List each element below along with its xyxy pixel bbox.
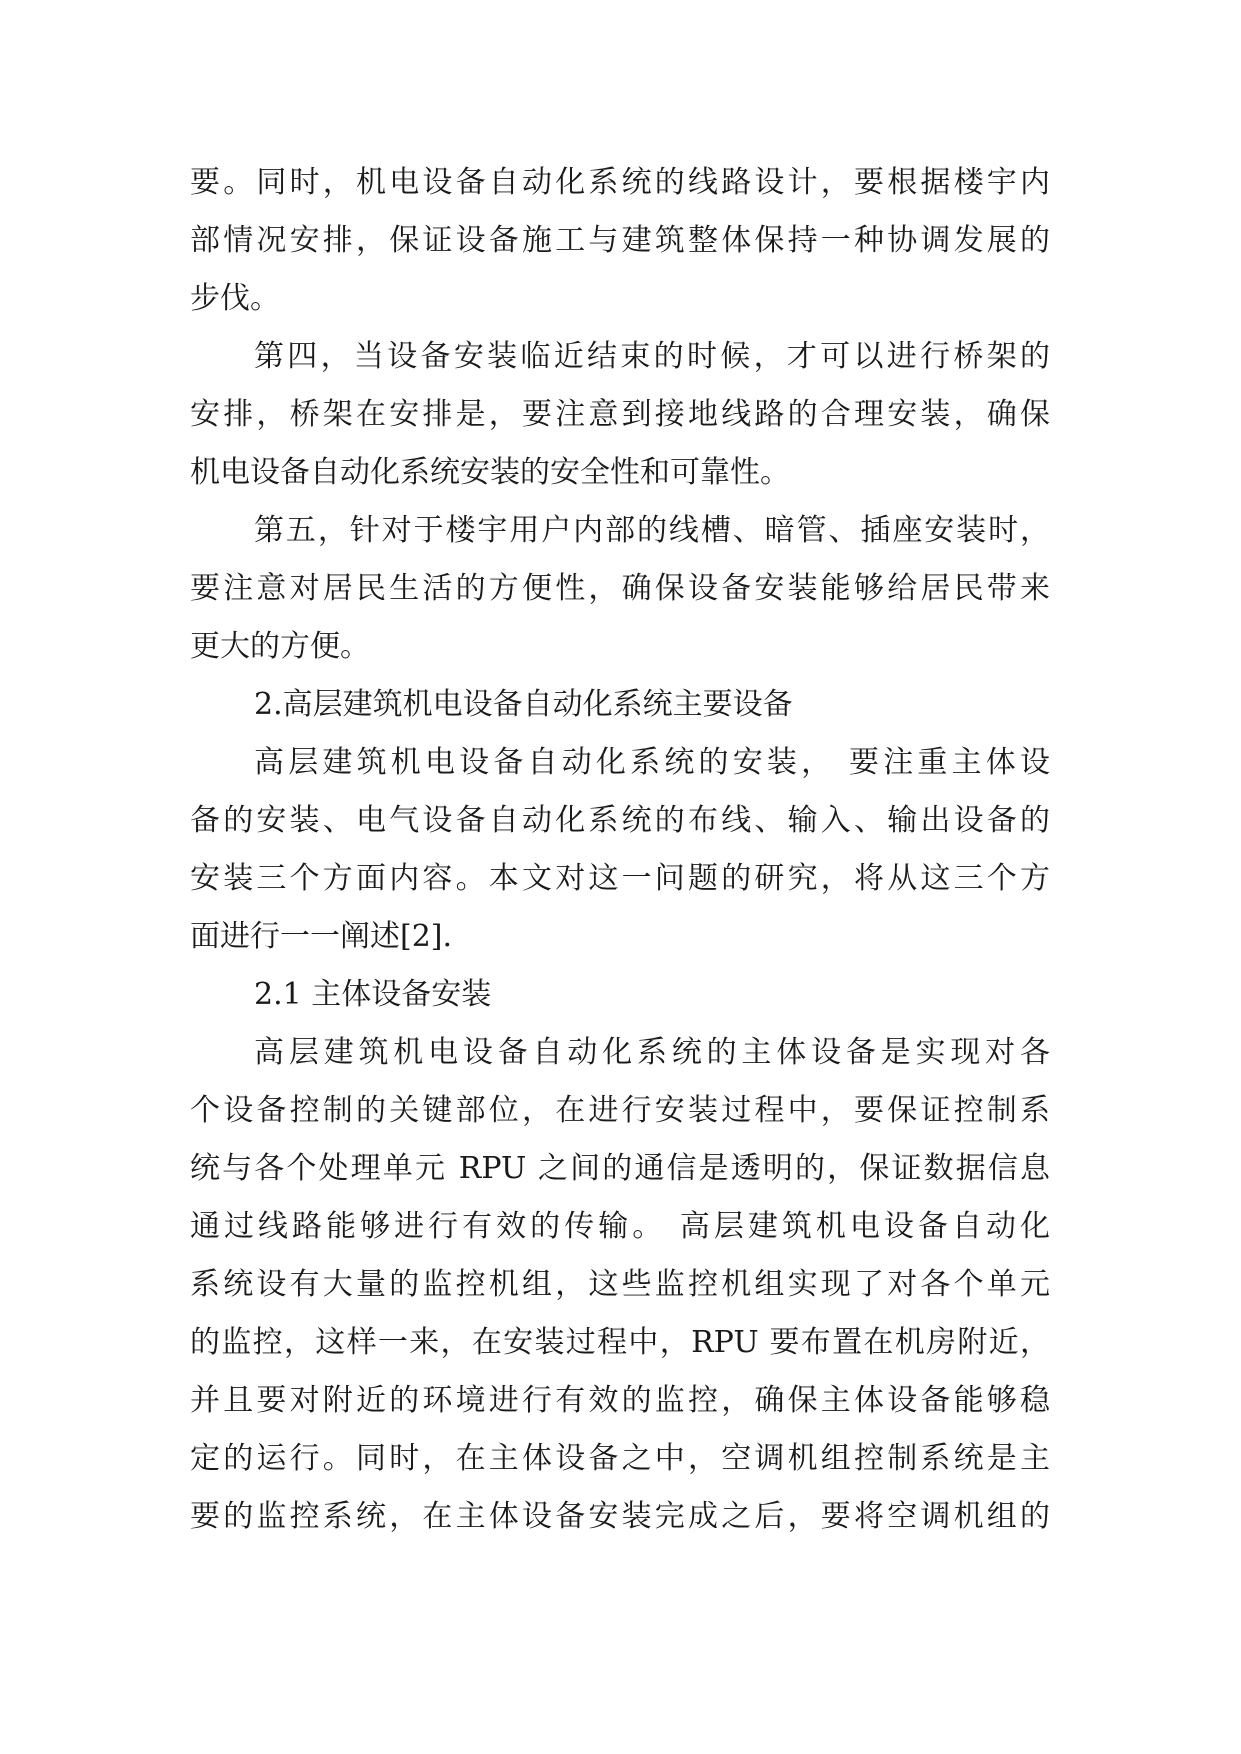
text-line: 通过线路能够进行有效的传输。 高层建筑机电设备自动化 [190,1209,1050,1244]
text-line: 步伐。 [190,281,280,316]
text-line: 第五，针对于楼宇用户内部的线槽、暗管、插座安装时， [254,513,1050,548]
paragraph [190,328,1050,502]
text-line: 并且要对附近的环境进行有效的监控，确保主体设备能够稳 [190,1383,1050,1418]
heading-text: 2.高层建筑机电设备自动化系统主要设备 [254,687,793,722]
paragraph [190,502,1050,676]
text-line: 安排，桥架在安排是，要注意到接地线路的合理安装，确保 [190,397,1050,432]
text-line: 定的运行。同时，在主体设备之中，空调机组控制系统是主 [190,1441,1050,1476]
text-line: 高层建筑机电设备自动化系统的安装， 要注重主体设 [254,745,1050,780]
document-page [190,154,1050,1546]
text-line: 第四，当设备安装临近结束的时候，才可以进行桥架的 [254,339,1050,374]
text-line: 安装三个方面内容。本文对这一问题的研究，将从这三个方 [190,861,1050,896]
text-line: 系统设有大量的监控机组，这些监控机组实现了对各个单元 [190,1267,1050,1302]
paragraph [190,154,1050,328]
paragraph [190,734,1050,966]
subsection-heading [190,966,1050,1024]
text-line: 部情况安排，保证设备施工与建筑整体保持一种协调发展的 [190,223,1050,258]
text-line: 要注意对居民生活的方便性，确保设备安装能够给居民带来 [190,571,1050,606]
text-line: 要的监控系统，在主体设备安装完成之后，要将空调机组的 [190,1499,1050,1534]
text-line: 高层建筑机电设备自动化系统的主体设备是实现对各 [254,1035,1050,1070]
text-line: 要。同时，机电设备自动化系统的线路设计，要根据楼宇内 [190,165,1050,200]
text-line: 的监控，这样一来，在安装过程中，RPU 要布置在机房附近， [190,1325,1050,1360]
text-line: 备的安装、电气设备自动化系统的布线、输入、输出设备的 [190,803,1050,838]
text-line: 机电设备自动化系统安装的安全性和可靠性。 [190,455,790,490]
text-line: 个设备控制的关键部位，在进行安装过程中，要保证控制系 [190,1093,1050,1128]
text-line: 统与各个处理单元 RPU 之间的通信是透明的，保证数据信息 [190,1151,1050,1186]
section-heading [190,676,1050,734]
paragraph [190,1024,1050,1546]
text-line: 更大的方便。 [190,629,370,664]
text-line: 面进行一一阐述[2]. [190,919,453,954]
heading-text: 2.1 主体设备安装 [254,977,492,1012]
